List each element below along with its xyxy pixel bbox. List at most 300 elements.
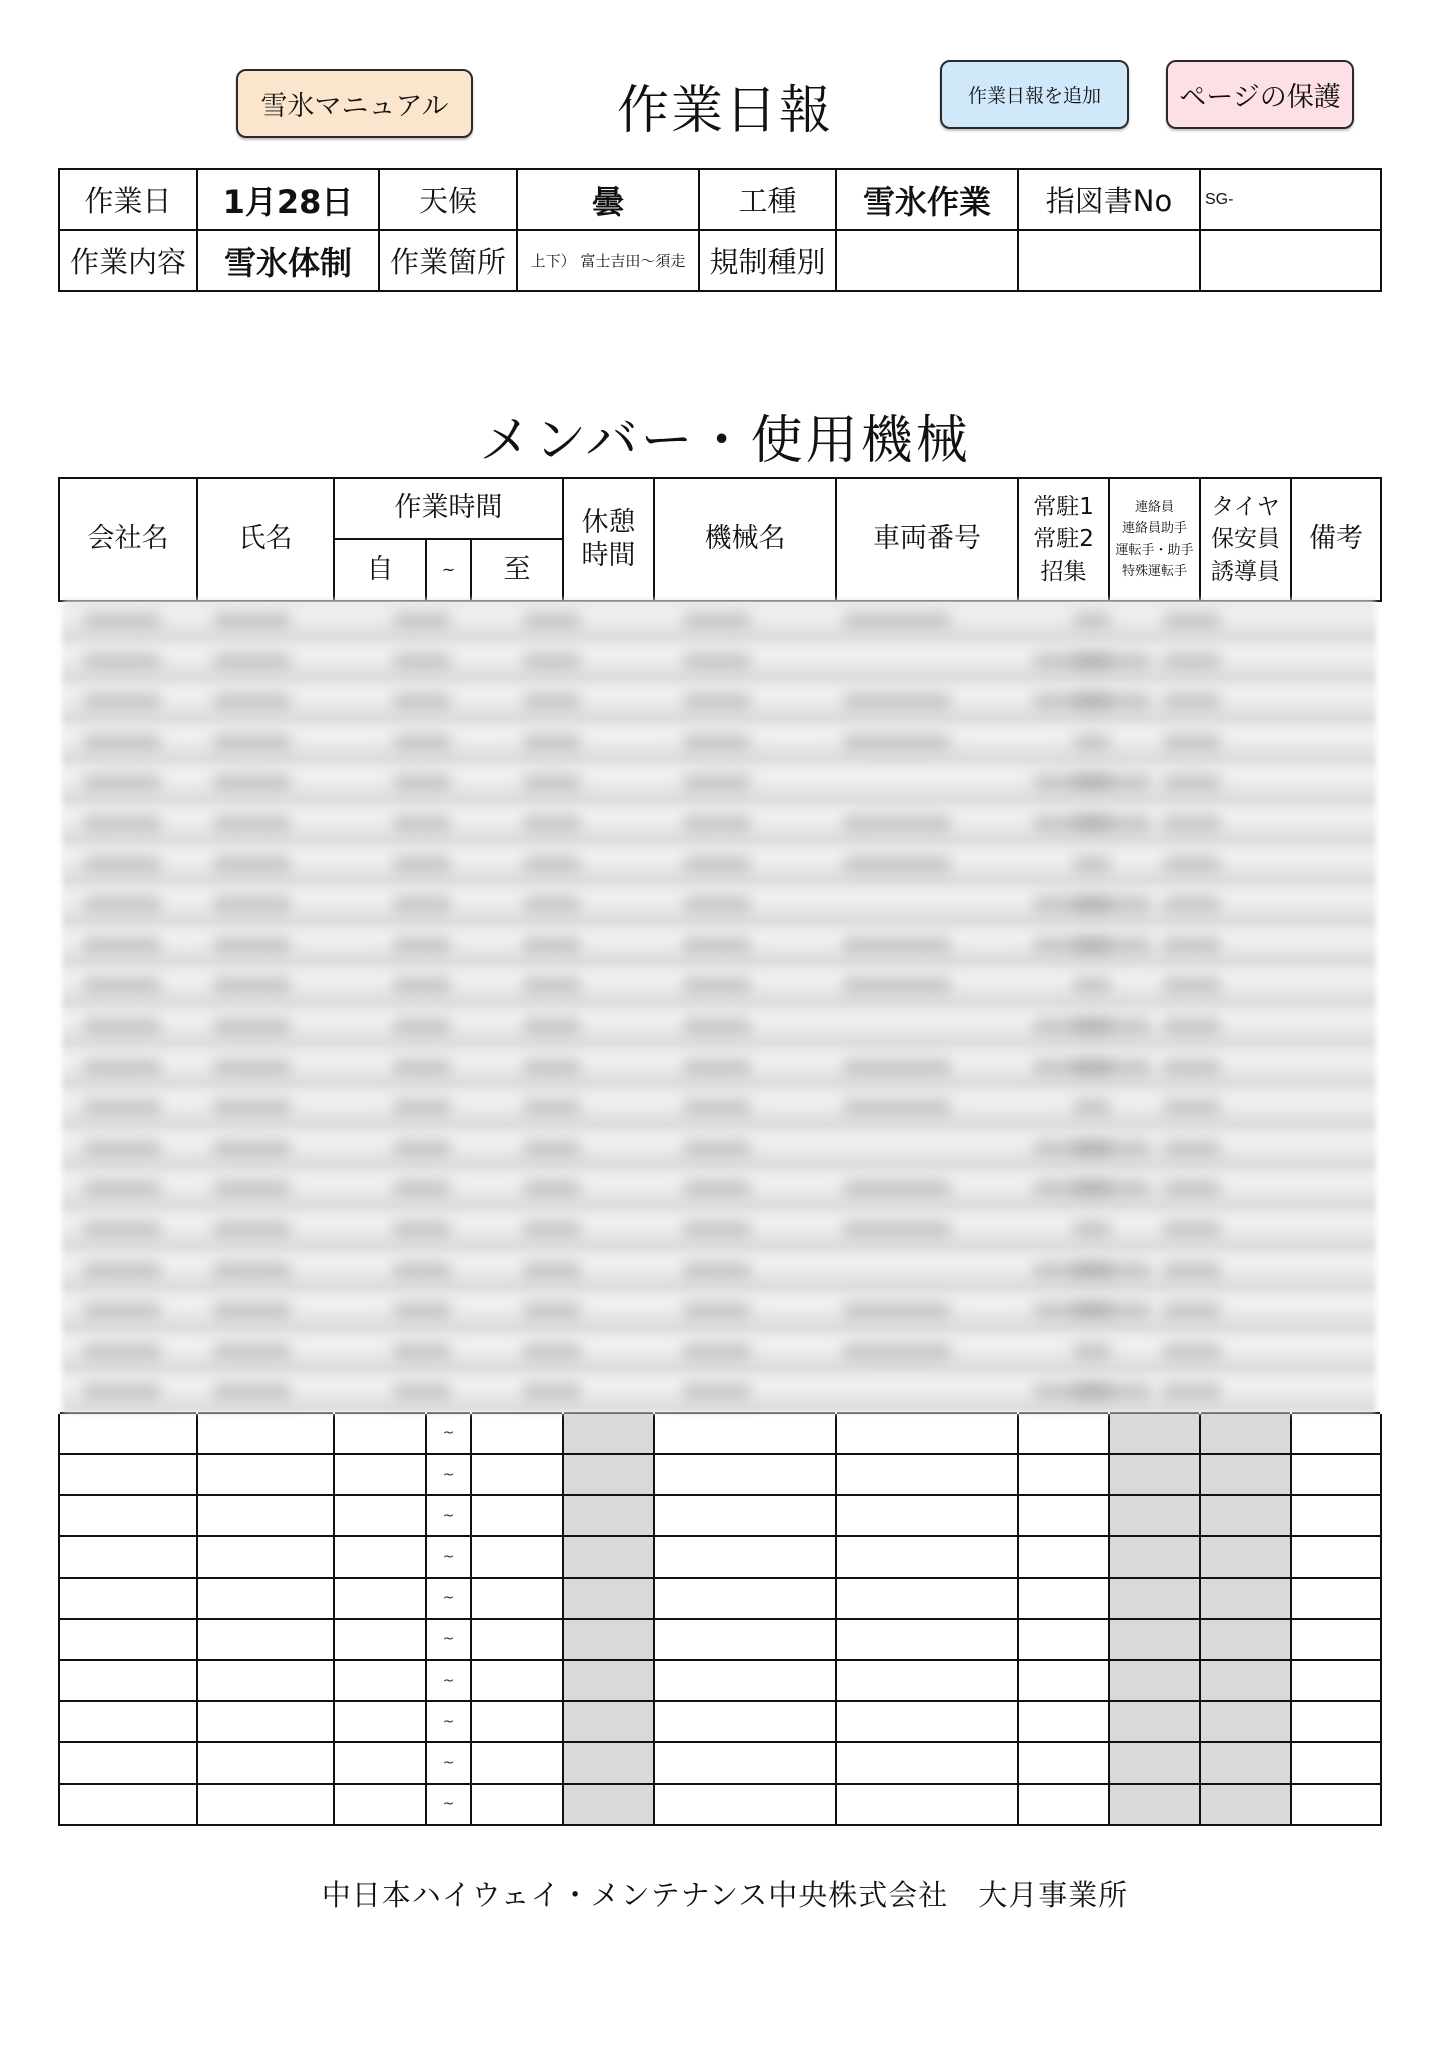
redacted-blob	[82, 1302, 162, 1318]
cell-vehicle[interactable]	[836, 1578, 1018, 1619]
redacted-blob	[1072, 815, 1112, 831]
redacted-blob	[212, 1018, 292, 1034]
cell-remarks[interactable]	[1291, 1742, 1381, 1783]
cell-company[interactable]	[59, 1660, 197, 1701]
redacted-blob	[522, 1059, 582, 1075]
cell-to[interactable]	[471, 1413, 563, 1454]
cell-company[interactable]	[59, 1495, 197, 1536]
redacted-blob	[682, 653, 752, 669]
redacted-blob	[212, 1140, 292, 1156]
redacted-blob	[82, 1099, 162, 1115]
redacted-blob	[1162, 1383, 1222, 1399]
cell-machine[interactable]	[654, 1495, 836, 1536]
redacted-blob	[1162, 1302, 1222, 1318]
info-extra-cell-2[interactable]	[1200, 230, 1381, 291]
col-remarks: 備考	[1291, 478, 1381, 601]
cell-from[interactable]	[334, 1413, 426, 1454]
redacted-blob	[682, 1099, 752, 1115]
cell-liaison[interactable]	[1109, 1784, 1200, 1825]
member-row	[59, 1660, 1381, 1701]
work-content-value[interactable]: 雪氷体制	[197, 230, 379, 291]
cell-name[interactable]	[197, 1784, 334, 1825]
redacted-blob	[82, 693, 162, 709]
cell-tire[interactable]	[1200, 1495, 1291, 1536]
cell-break[interactable]	[563, 1495, 654, 1536]
liaison-line-2: 連絡員助手	[1122, 521, 1188, 537]
redacted-blob	[522, 977, 582, 993]
redacted-blob	[392, 1018, 452, 1034]
redacted-blob	[1072, 977, 1112, 993]
redacted-blob	[212, 653, 292, 669]
cell-liaison[interactable]	[1109, 1454, 1200, 1495]
cell-tilde: ~	[426, 1495, 471, 1536]
redacted-blob	[82, 1180, 162, 1196]
member-row	[59, 1536, 1381, 1577]
cell-break[interactable]	[563, 1536, 654, 1577]
cell-resident[interactable]	[1018, 1536, 1109, 1577]
cell-tilde: ~	[426, 1701, 471, 1742]
redacted-blob	[522, 612, 582, 628]
redacted-blob	[82, 1221, 162, 1237]
cell-liaison[interactable]	[1109, 1742, 1200, 1783]
redacted-blob	[682, 1018, 752, 1034]
cell-resident[interactable]	[1018, 1495, 1109, 1536]
cell-remarks[interactable]	[1291, 1619, 1381, 1660]
cell-from[interactable]	[334, 1701, 426, 1742]
instruction-no-label: 指図書No	[1018, 169, 1200, 230]
redacted-blob	[82, 734, 162, 750]
cell-tilde: ~	[426, 1660, 471, 1701]
col-tire-security	[1200, 478, 1291, 601]
cell-name[interactable]	[197, 1454, 334, 1495]
cell-to[interactable]	[471, 1495, 563, 1536]
cell-name[interactable]	[197, 1536, 334, 1577]
redacted-blob	[522, 937, 582, 953]
redacted-blob	[392, 1221, 452, 1237]
col-vehicle-no: 車両番号	[836, 478, 1018, 601]
redacted-blob	[1072, 1099, 1112, 1115]
redacted-blob	[392, 693, 452, 709]
tire-line-3: 誘導員	[1211, 558, 1281, 585]
redacted-blob	[1072, 937, 1112, 953]
tire-line-2: 保安員	[1211, 526, 1281, 553]
cell-remarks[interactable]	[1291, 1495, 1381, 1536]
redacted-blob	[392, 815, 452, 831]
work-type-value[interactable]: 雪氷作業	[836, 169, 1018, 230]
redacted-blob	[842, 1343, 952, 1359]
cell-tilde: ~	[426, 1742, 471, 1783]
cell-from[interactable]	[334, 1784, 426, 1825]
redacted-blob	[392, 856, 452, 872]
redacted-blob	[682, 734, 752, 750]
redacted-member-rows	[62, 600, 1376, 1413]
cell-liaison[interactable]	[1109, 1495, 1200, 1536]
work-location-value[interactable]: 上下） 富士吉田〜須走	[517, 230, 699, 291]
redacted-blob	[522, 1099, 582, 1115]
cell-vehicle[interactable]	[836, 1536, 1018, 1577]
redacted-blob	[212, 896, 292, 912]
redacted-blob	[1162, 693, 1222, 709]
redacted-blob	[522, 1018, 582, 1034]
redacted-blob	[682, 856, 752, 872]
cell-to[interactable]	[471, 1742, 563, 1783]
redacted-blob	[1162, 1221, 1222, 1237]
members-section-title: メンバー・使用機械	[479, 411, 971, 471]
redacted-blob	[392, 937, 452, 953]
cell-machine[interactable]	[654, 1536, 836, 1577]
cell-break[interactable]	[563, 1660, 654, 1701]
redacted-blob	[392, 1302, 452, 1318]
redacted-blob	[1162, 1018, 1222, 1034]
cell-to[interactable]	[471, 1454, 563, 1495]
redacted-blob	[1162, 977, 1222, 993]
redacted-blob	[682, 1302, 752, 1318]
redacted-blob	[522, 896, 582, 912]
cell-vehicle[interactable]	[836, 1619, 1018, 1660]
col-machine: 機械名	[654, 478, 836, 601]
redacted-blob	[842, 1180, 952, 1196]
col-resident	[1018, 478, 1109, 601]
redacted-blob	[682, 937, 752, 953]
cell-from[interactable]	[334, 1660, 426, 1701]
redacted-blob	[1162, 856, 1222, 872]
member-row	[59, 1454, 1381, 1495]
redacted-blob	[842, 1302, 952, 1318]
redacted-blob	[1162, 1262, 1222, 1278]
redacted-blob	[212, 693, 292, 709]
cell-resident[interactable]	[1018, 1742, 1109, 1783]
cell-break[interactable]	[563, 1784, 654, 1825]
col-name: 氏名	[197, 478, 334, 601]
work-info-table	[58, 168, 1382, 292]
resident-line-3: 招集	[1040, 558, 1087, 585]
redacted-blob	[212, 1302, 292, 1318]
cell-name[interactable]	[197, 1413, 334, 1454]
cell-break[interactable]	[563, 1742, 654, 1783]
cell-liaison[interactable]	[1109, 1536, 1200, 1577]
redacted-blob	[842, 856, 952, 872]
redacted-blob	[842, 815, 952, 831]
cell-from[interactable]	[334, 1578, 426, 1619]
redacted-blob	[212, 1180, 292, 1196]
weather-label: 天候	[379, 169, 517, 230]
instruction-no-value[interactable]: SG-	[1200, 169, 1381, 230]
redacted-blob	[1162, 1180, 1222, 1196]
redacted-blob	[1162, 896, 1222, 912]
redacted-blob	[212, 612, 292, 628]
redacted-blob	[392, 1383, 452, 1399]
redacted-blob	[212, 1059, 292, 1075]
redacted-blob	[82, 1343, 162, 1359]
cell-machine[interactable]	[654, 1619, 836, 1660]
cell-resident[interactable]	[1018, 1701, 1109, 1742]
cell-remarks[interactable]	[1291, 1784, 1381, 1825]
redacted-blob	[682, 612, 752, 628]
cell-name[interactable]	[197, 1619, 334, 1660]
redacted-blob	[1072, 612, 1112, 628]
member-row	[59, 1619, 1381, 1660]
redacted-blob	[682, 1180, 752, 1196]
cell-machine[interactable]	[654, 1742, 836, 1783]
redacted-blob	[1072, 1059, 1112, 1075]
cell-liaison[interactable]	[1109, 1578, 1200, 1619]
redacted-blob	[842, 1059, 952, 1075]
redacted-blob	[212, 774, 292, 790]
cell-vehicle[interactable]	[836, 1742, 1018, 1783]
liaison-line-3: 運転手・助手	[1115, 542, 1194, 558]
cell-liaison[interactable]	[1109, 1619, 1200, 1660]
cell-tilde: ~	[426, 1784, 471, 1825]
redacted-blob	[682, 815, 752, 831]
redacted-blob	[1162, 734, 1222, 750]
redacted-blob	[212, 1262, 292, 1278]
cell-company[interactable]	[59, 1619, 197, 1660]
cell-vehicle[interactable]	[836, 1660, 1018, 1701]
work-content-label: 作業内容	[59, 230, 197, 291]
redacted-blob	[522, 1221, 582, 1237]
cell-to[interactable]	[471, 1701, 563, 1742]
redacted-blob	[212, 1383, 292, 1399]
redacted-blob	[682, 1343, 752, 1359]
cell-break[interactable]	[563, 1578, 654, 1619]
redacted-blob	[82, 653, 162, 669]
info-extra-cell-1[interactable]	[1018, 230, 1200, 291]
cell-break[interactable]	[563, 1413, 654, 1454]
cell-machine[interactable]	[654, 1701, 836, 1742]
member-row	[59, 1413, 1381, 1454]
cell-name[interactable]	[197, 1495, 334, 1536]
redacted-blob	[82, 815, 162, 831]
member-row	[59, 1784, 1381, 1825]
redacted-blob	[212, 1343, 292, 1359]
redacted-blob	[1162, 774, 1222, 790]
cell-tire[interactable]	[1200, 1413, 1291, 1454]
redacted-blob	[842, 1221, 952, 1237]
header-row-1	[59, 478, 1381, 539]
redacted-blob	[1072, 1262, 1112, 1278]
redacted-blob	[82, 977, 162, 993]
cell-tire[interactable]	[1200, 1578, 1291, 1619]
redacted-blob	[82, 937, 162, 953]
work-location-label: 作業箇所	[379, 230, 517, 291]
cell-from[interactable]	[334, 1495, 426, 1536]
info-row-1	[59, 169, 1381, 230]
cell-machine[interactable]	[654, 1413, 836, 1454]
col-company: 会社名	[59, 478, 197, 601]
work-type-label: 工種	[699, 169, 836, 230]
redacted-blob	[842, 937, 952, 953]
cell-liaison[interactable]	[1109, 1701, 1200, 1742]
member-row	[59, 1495, 1381, 1536]
cell-company[interactable]	[59, 1454, 197, 1495]
redacted-blob	[392, 1059, 452, 1075]
snow-ice-manual-button[interactable]: 雪氷マニュアル	[236, 69, 473, 138]
cell-from[interactable]	[334, 1742, 426, 1783]
footer-company-name: 中日本ハイウェイ・メンテナンス中央株式会社 大月事業所	[321, 1878, 1129, 1912]
cell-liaison[interactable]	[1109, 1660, 1200, 1701]
cell-remarks[interactable]	[1291, 1536, 1381, 1577]
cell-vehicle[interactable]	[836, 1454, 1018, 1495]
weather-value[interactable]: 曇	[517, 169, 699, 230]
cell-remarks[interactable]	[1291, 1454, 1381, 1495]
redacted-blob	[82, 856, 162, 872]
redacted-blob	[1072, 1221, 1112, 1237]
cell-vehicle[interactable]	[836, 1413, 1018, 1454]
redacted-blob	[522, 774, 582, 790]
cell-company[interactable]	[59, 1701, 197, 1742]
cell-to[interactable]	[471, 1619, 563, 1660]
redacted-blob	[212, 937, 292, 953]
member-row	[59, 1578, 1381, 1619]
cell-name[interactable]	[197, 1660, 334, 1701]
col-work-time: 作業時間	[334, 478, 563, 539]
cell-name[interactable]	[197, 1578, 334, 1619]
redacted-blob	[682, 693, 752, 709]
member-row	[59, 1742, 1381, 1783]
resident-line-2: 常駐2	[1033, 526, 1094, 553]
redacted-blob	[392, 774, 452, 790]
resident-line-1: 常駐1	[1033, 494, 1094, 521]
redacted-blob	[1162, 653, 1222, 669]
redacted-blob	[82, 1140, 162, 1156]
redacted-blob	[682, 1221, 752, 1237]
redacted-blob	[1072, 1018, 1112, 1034]
redacted-blob	[1072, 693, 1112, 709]
redacted-blob	[682, 1059, 752, 1075]
redacted-blob	[82, 1262, 162, 1278]
cell-machine[interactable]	[654, 1784, 836, 1825]
cell-company[interactable]	[59, 1784, 197, 1825]
redacted-blob	[842, 1099, 952, 1115]
cell-from[interactable]	[334, 1536, 426, 1577]
redacted-blob	[842, 977, 952, 993]
redacted-blob	[392, 1099, 452, 1115]
col-to: 至	[471, 539, 563, 601]
work-date-value[interactable]: 1月28日	[197, 169, 379, 230]
cell-resident[interactable]	[1018, 1454, 1109, 1495]
cell-tilde: ~	[426, 1413, 471, 1454]
cell-vehicle[interactable]	[836, 1784, 1018, 1825]
redacted-blob	[522, 856, 582, 872]
redacted-blob	[522, 734, 582, 750]
redacted-blob	[1072, 774, 1112, 790]
cell-company[interactable]	[59, 1578, 197, 1619]
cell-from[interactable]	[334, 1454, 426, 1495]
regulation-type-value[interactable]	[836, 230, 1018, 291]
cell-resident[interactable]	[1018, 1413, 1109, 1454]
info-row-2	[59, 230, 1381, 291]
cell-machine[interactable]	[654, 1578, 836, 1619]
cell-tilde: ~	[426, 1536, 471, 1577]
redacted-blob	[1072, 896, 1112, 912]
cell-remarks[interactable]	[1291, 1413, 1381, 1454]
cell-from[interactable]	[334, 1619, 426, 1660]
cell-remarks[interactable]	[1291, 1701, 1381, 1742]
redacted-blob	[1072, 1180, 1112, 1196]
cell-break[interactable]	[563, 1619, 654, 1660]
cell-to[interactable]	[471, 1660, 563, 1701]
redacted-blob	[1072, 1383, 1112, 1399]
cell-machine[interactable]	[654, 1454, 836, 1495]
redacted-blob	[522, 1302, 582, 1318]
page-title: 作業日報	[616, 81, 833, 141]
redacted-blob	[392, 896, 452, 912]
redacted-blob	[212, 815, 292, 831]
redacted-blob	[522, 1180, 582, 1196]
cell-tire[interactable]	[1200, 1701, 1291, 1742]
redacted-blob	[522, 815, 582, 831]
redacted-blob	[522, 1140, 582, 1156]
cell-tire[interactable]	[1200, 1742, 1291, 1783]
redacted-blob	[212, 977, 292, 993]
cell-tire[interactable]	[1200, 1536, 1291, 1577]
redacted-blob	[522, 1343, 582, 1359]
redacted-blob	[392, 1180, 452, 1196]
cell-to[interactable]	[471, 1536, 563, 1577]
cell-tilde: ~	[426, 1578, 471, 1619]
cell-to[interactable]	[471, 1578, 563, 1619]
liaison-line-4: 特殊運転手	[1122, 563, 1188, 579]
cell-resident[interactable]	[1018, 1784, 1109, 1825]
redacted-blob	[522, 1262, 582, 1278]
redacted-blob	[82, 774, 162, 790]
col-liaison	[1109, 478, 1200, 601]
regulation-type-label: 規制種別	[699, 230, 836, 291]
cell-liaison[interactable]	[1109, 1413, 1200, 1454]
redacted-blob	[392, 734, 452, 750]
cell-tire[interactable]	[1200, 1784, 1291, 1825]
cell-remarks[interactable]	[1291, 1660, 1381, 1701]
redacted-blob	[392, 653, 452, 669]
redacted-blob	[82, 896, 162, 912]
protect-page-button[interactable]: ページの保護	[1166, 60, 1354, 129]
redacted-blob	[682, 977, 752, 993]
cell-machine[interactable]	[654, 1660, 836, 1701]
redacted-blob	[1072, 856, 1112, 872]
add-daily-report-button[interactable]: 作業日報を追加	[940, 60, 1129, 129]
cell-resident[interactable]	[1018, 1660, 1109, 1701]
cell-break[interactable]	[563, 1454, 654, 1495]
redacted-blob	[1162, 612, 1222, 628]
cell-remarks[interactable]	[1291, 1578, 1381, 1619]
liaison-line-1: 連絡員	[1135, 499, 1175, 515]
redacted-blob	[842, 734, 952, 750]
redacted-blob	[392, 1262, 452, 1278]
break-time-line-2: 時間	[581, 539, 636, 571]
cell-resident[interactable]	[1018, 1578, 1109, 1619]
cell-name[interactable]	[197, 1701, 334, 1742]
cell-to[interactable]	[471, 1784, 563, 1825]
cell-tire[interactable]	[1200, 1454, 1291, 1495]
cell-tire[interactable]	[1200, 1660, 1291, 1701]
redacted-blob	[212, 1099, 292, 1115]
redacted-blob	[82, 1059, 162, 1075]
cell-company[interactable]	[59, 1742, 197, 1783]
cell-vehicle[interactable]	[836, 1701, 1018, 1742]
tire-line-1: タイヤ	[1211, 494, 1280, 521]
redacted-blob	[1162, 937, 1222, 953]
cell-resident[interactable]	[1018, 1619, 1109, 1660]
cell-vehicle[interactable]	[836, 1495, 1018, 1536]
cell-company[interactable]	[59, 1536, 197, 1577]
redacted-blob	[212, 734, 292, 750]
cell-company[interactable]	[59, 1413, 197, 1454]
cell-tire[interactable]	[1200, 1619, 1291, 1660]
cell-name[interactable]	[197, 1742, 334, 1783]
redacted-blob	[392, 1140, 452, 1156]
redacted-blob	[682, 1262, 752, 1278]
cell-break[interactable]	[563, 1701, 654, 1742]
